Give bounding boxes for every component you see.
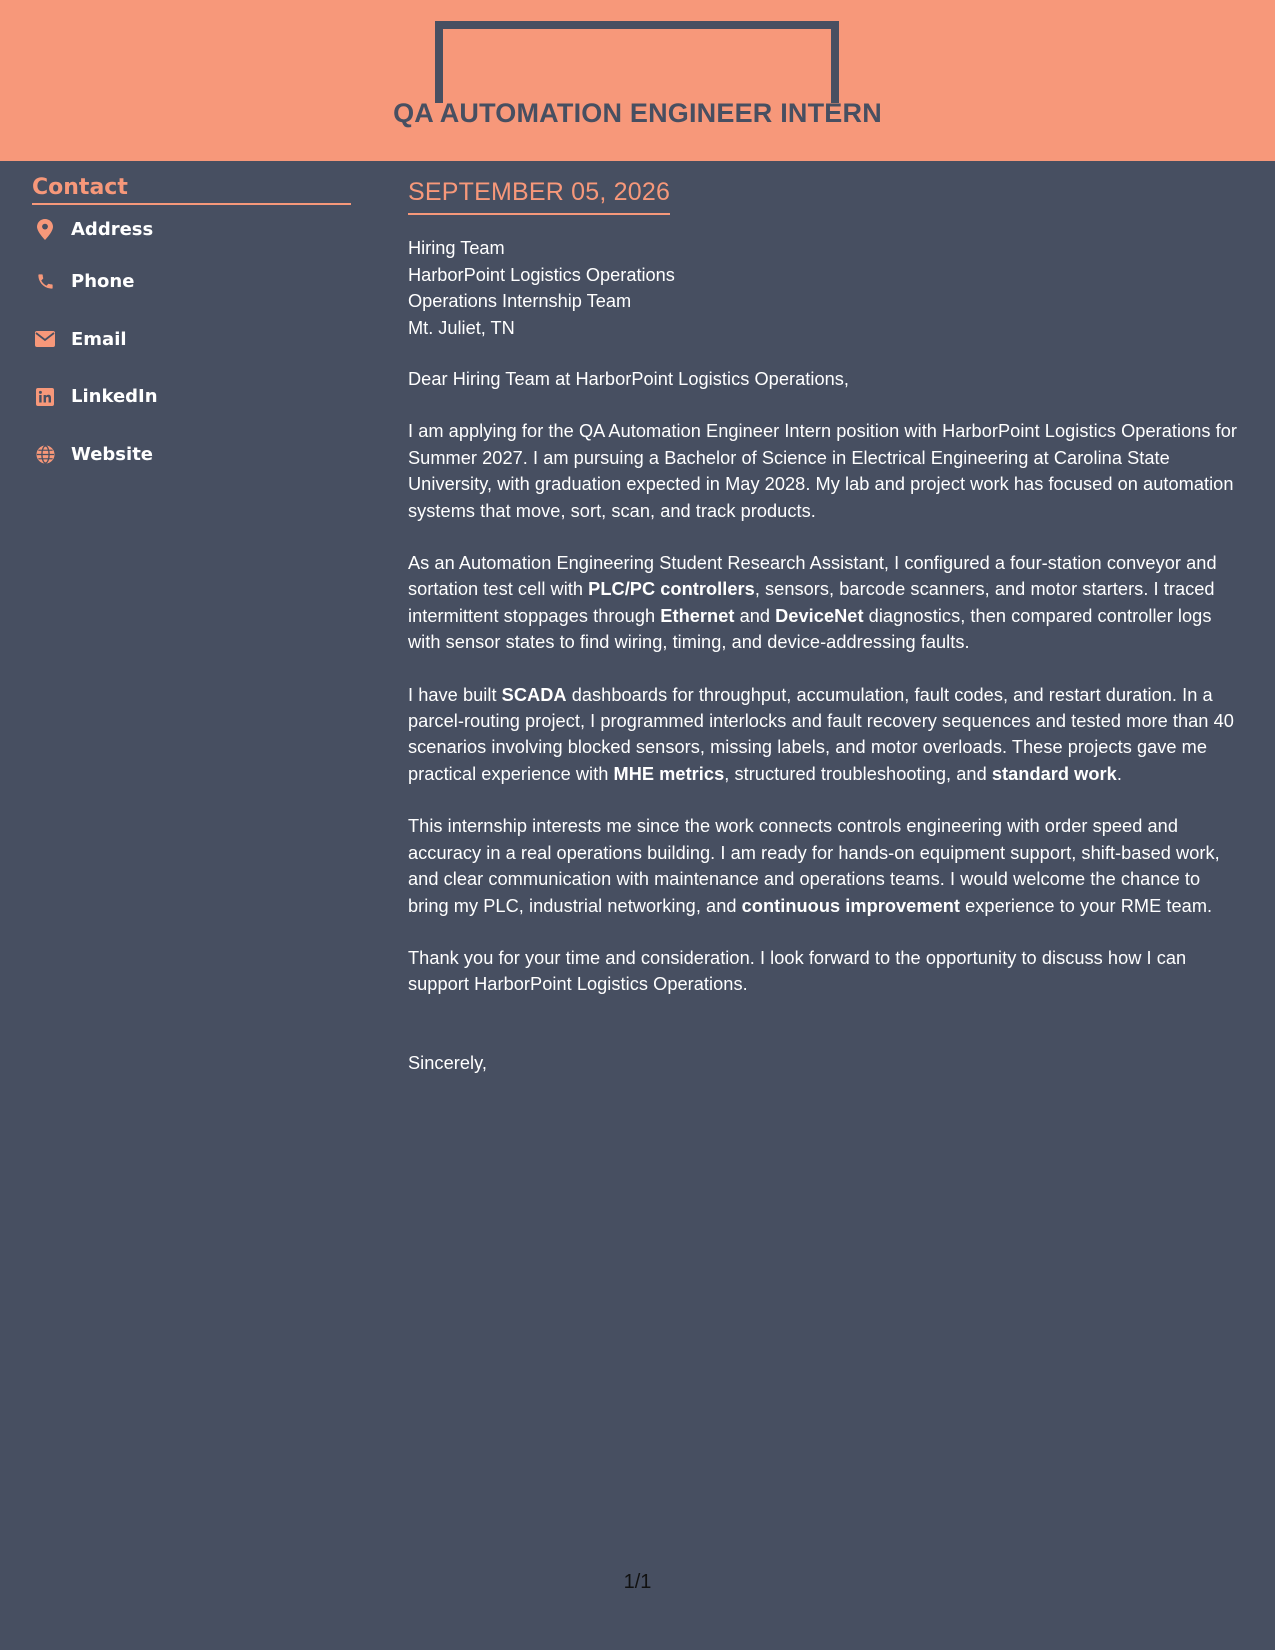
header-banner [0,0,1275,161]
paragraph-experience: As an Automation Engineering Student Research Assistant, I configured a four-station conveyor and sortation test cell with PLC/PC controllers, sensors, barcode scanners, and motor starters. I traced intermittent stoppages through Ethernet and DeviceNet diagnostics, then compared controller logs with sensor states to find wiring, timing, and device-addressing faults. [408,553,1217,653]
paragraph-projects: I have built SCADA dashboards for throughput, accumulation, fault codes, and restart duration. In a parcel-routing project, I programmed interlocks and fault recovery sequences and tested more than 40 scenarios involving blocked sensors, missing labels, and motor overloads. These projects gave me practical experience with MHE metrics, structured troubleshooting, and standard work. [408,684,1234,784]
contact-list [32,205,351,483]
keyword-mhe-metrics: MHE metrics [613,763,725,784]
page-number: 1/1 [623,1571,652,1593]
contact-item-phone[interactable] [32,253,351,311]
keyword-devicenet: DeviceNet [775,605,864,626]
recipient-line: HarborPoint Logistics Operations [408,264,675,285]
recipient-line: Hiring Team [408,238,505,258]
keyword-continuous-improvement: continuous improvement [741,895,960,916]
recipient-line: Operations Internship Team [408,291,632,311]
letter-body [408,178,1244,1076]
recipient-line: Mt. Juliet, TN [408,317,515,338]
contact-sidebar [32,175,351,483]
paragraph-interest: This internship interests me since the work connects controls engineering with order speed and accuracy in a real operations building. I am ready for hands-on equipment support, shift-based work, and clear communication with maintenance and operations teams. I would welcome the chance to bring my PLC, industrial networking, and continuous improvement experience to your RME team. [408,816,1220,916]
keyword-plc-controllers: PLC/PC controllers [588,579,755,600]
globe-icon [34,443,56,465]
contact-label-email: Email [71,328,127,350]
contact-item-email[interactable] [32,311,351,369]
header-bracket-decoration [435,21,839,103]
envelope-icon [34,328,56,350]
contact-item-address[interactable] [32,205,351,253]
map-pin-icon [34,218,56,240]
contact-label-address: Address [71,218,154,240]
letter-text [408,366,1244,1076]
contact-label-linkedin: LinkedIn [71,386,158,408]
linkedin-icon [34,386,56,408]
contact-item-linkedin[interactable] [32,368,351,426]
letter-greeting: Dear Hiring Team at HarborPoint Logistics Operations, [408,369,850,389]
keyword-scada: SCADA [501,684,567,705]
paragraph-intro: I am applying for the QA Automation Engineer Intern position with HarborPoint Logistics Operations for Summer 2027. I am pursuing a Bachelor of Science in Electrical Engineering at Carolina State University, with graduation expected in May 2028. My lab and project work has focused on automation systems that move, sort, scan, and track products. [408,421,1238,521]
contact-label-phone: Phone [71,271,135,293]
phone-icon [34,271,56,293]
contact-item-website[interactable] [32,426,351,484]
keyword-standard-work: standard work [991,763,1117,784]
contact-heading: Contact [32,175,351,205]
paragraph-thanks: Thank you for your time and consideration. I look forward to the opportunity to discuss how I can support HarborPoint Logistics Operations. [408,947,1187,995]
job-title: QA AUTOMATION ENGINEER INTERN [393,98,882,128]
recipient-block [408,235,1244,341]
letter-closing: Sincerely, [408,1052,488,1073]
contact-label-website: Website [71,443,154,465]
letter-date: SEPTEMBER 05, 2026 [408,178,670,215]
keyword-ethernet: Ethernet [660,605,735,626]
